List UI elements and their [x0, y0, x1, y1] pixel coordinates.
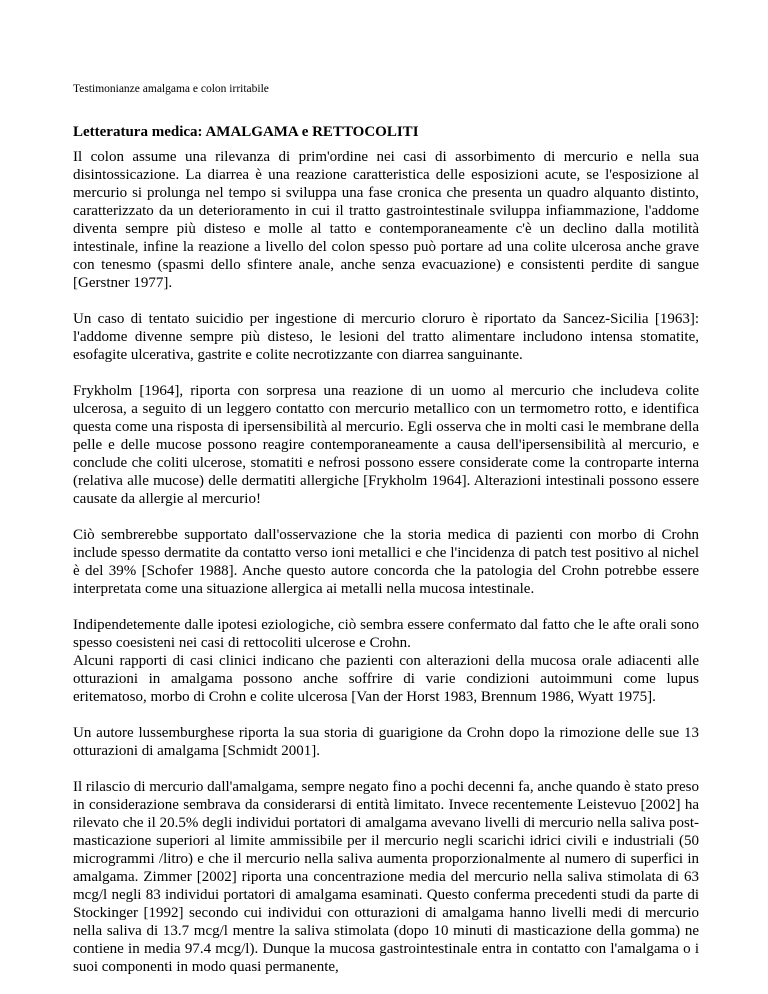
paragraph: Indipendetemente dalle ipotesi eziologiche, ciò sembra essere confermato dal fatto che le afte orali sono spesso coesisteni nei casi di rettocoliti ulcerose e Crohn. [73, 617, 699, 651]
paragraph: Alcuni rapporti di casi clinici indicano che pazienti con alterazioni della mucosa orale adiacenti alle otturazioni in amalgama possono anche soffrire di varie condizioni autoimmuni come lupus eritematoso, morbo di Crohn e colite ulcerosa [Van der Horst 1983, Brennum 1986, Wyatt 1975]. [73, 653, 699, 705]
paragraph: Un caso di tentato suicidio per ingestione di mercurio cloruro è riportato da Sancez-Sicilia [1963]: l'addome divenne sempre più disteso, le lesioni del tratto alimentare includono intensa stomatite, esofagite ulcerativa, gastrite e colite necrotizzante con diarrea sanguinante. [73, 311, 699, 363]
paragraph: Il colon assume una rilevanza di prim'ordine nei casi di assorbimento di mercurio e nella sua disintossicazione. La diarrea è una reazione caratteristica delle esposizioni acute, se l'esposizione al mercurio si prolunga nel tempo si sviluppa una fase cronica che presenta un quadro alquanto distinto, caratterizzato da un deterioramento in cui il tratto gastrointestinale sviluppa infiammazione, l'addome diventa sempre più disteso e molle al tatto e contemporaneamente c'è un declino dalla motilità intestinale, infine la reazione a livello del colon spesso può portare ad una colite ulcerosa anche grave con tenesmo (spasmi dello sfintere anale, anche senza evacuazione) e consistenti perdite di sangue [Gerstner 1977]. [73, 149, 699, 291]
running-header: Testimonianze amalgama e colon irritabile [73, 83, 269, 95]
section-title: Letteratura medica: AMALGAMA e RETTOCOLITI [73, 124, 419, 140]
paragraph: Un autore lussemburghese riporta la sua storia di guarigione da Crohn dopo la rimozione delle sue 13 otturazioni di amalgama [Schmidt 2001]. [73, 725, 699, 759]
document-body [73, 148, 699, 994]
paragraph: Il rilascio di mercurio dall'amalgama, sempre negato fino a pochi decenni fa, anche quando è stato preso in considerazione sembrava da considerarsi di entità limitato. Invece recentemente Leistevuo [2002] ha rilevato che il 20.5% degli individui portatori di amalgama avevano livelli di mercurio nella saliva post-masticazione superiori al limite ammissibile per il mercurio negli scarichi idrici civili e industriali (50 microgrammi /litro) e che il mercurio nella saliva aumenta proporzionalmente al numero di superfici in amalgama. Zimmer [2002] riporta una concentrazione media del mercurio nella saliva stimolata di 63 mcg/l negli 83 individui portatori di amalgama esaminati. Questo conferma precedenti studi da parte di Stockinger [1992] secondo cui individui con otturazioni di amalgama hanno livelli medi di mercurio nella saliva di 13.7 mcg/l mentre la saliva stimolata (dopo 10 minuti di masticazione della gomma) ne contiene in media 97.4 mcg/l). Dunque la mucosa gastrointestinale entra in contatto con l'amalgama o i suoi componenti in modo quasi permanente, [73, 779, 699, 975]
paragraph: Frykholm [1964], riporta con sorpresa una reazione di un uomo al mercurio che includeva colite ulcerosa, a seguito di un leggero contatto con mercurio metallico con un termometro rotto, e identifica questa come una risposta di ipersensibilità al mercurio. Egli osserva che in molti casi le membrane della pelle e delle mucose possono reagire contemporaneamente a causa dell'ipersensibilità al mercurio, e conclude che coliti ulcerose, stomatiti e nefrosi possono essere considerate come la controparte interna (relativa alle mucose) delle dermatiti allergiche [Frykholm 1964]. Alterazioni intestinali possono essere causate da allergie al mercurio! [73, 383, 699, 507]
paragraph: Ciò sembrerebbe supportato dall'osservazione che la storia medica di pazienti con morbo di Crohn include spesso dermatite da contatto verso ioni metallici e che l'incidenza di patch test positivo al nichel è del 39% [Schofer 1988]. Anche questo autore concorda che la patologia del Crohn potrebbe essere interpretata come una situazione allergica ai metalli nella mucosa intestinale. [73, 527, 699, 597]
